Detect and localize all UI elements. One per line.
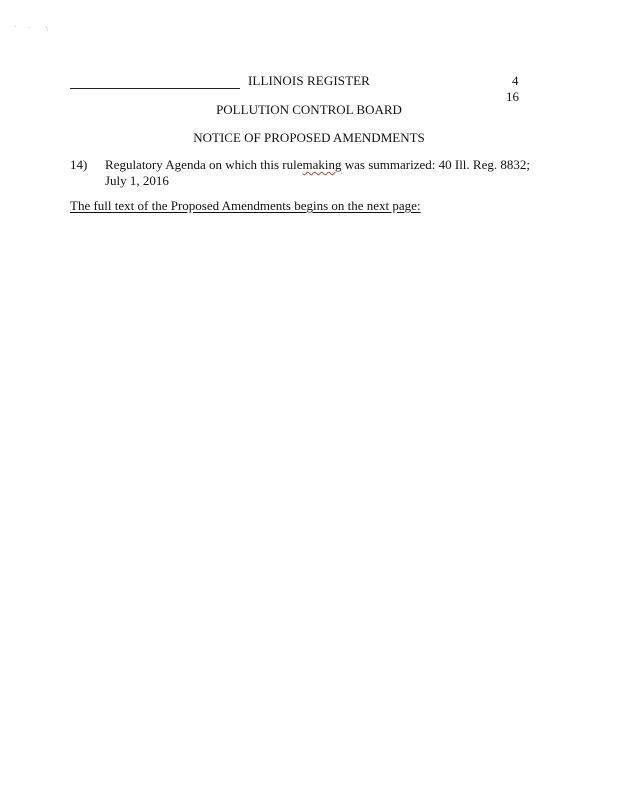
scan-speck: \	[46, 25, 48, 33]
agency-name: POLLUTION CONTROL BOARD	[216, 102, 402, 117]
item-text	[105, 157, 545, 189]
scan-speck: ·	[14, 23, 17, 31]
full-text-note: The full text of the Proposed Amendments begins on the next page:	[70, 198, 421, 213]
publication-title: ILLINOIS REGISTER	[248, 73, 370, 88]
item-text-part2: was summarized: 40 Ill. Reg. 8832; July 1, 2016	[105, 157, 530, 188]
item-number: 14)	[70, 157, 88, 172]
page-reference-line2: 16	[506, 89, 519, 104]
header-rule	[70, 88, 240, 89]
notice-title: NOTICE OF PROPOSED AMENDMENTS	[193, 130, 425, 145]
item-text-part1: Regulatory Agenda on which this rule	[105, 157, 303, 172]
page-reference-line1: 4	[512, 73, 519, 88]
spellcheck-flagged-word: making	[302, 157, 342, 172]
scan-speck: ·	[28, 24, 31, 32]
